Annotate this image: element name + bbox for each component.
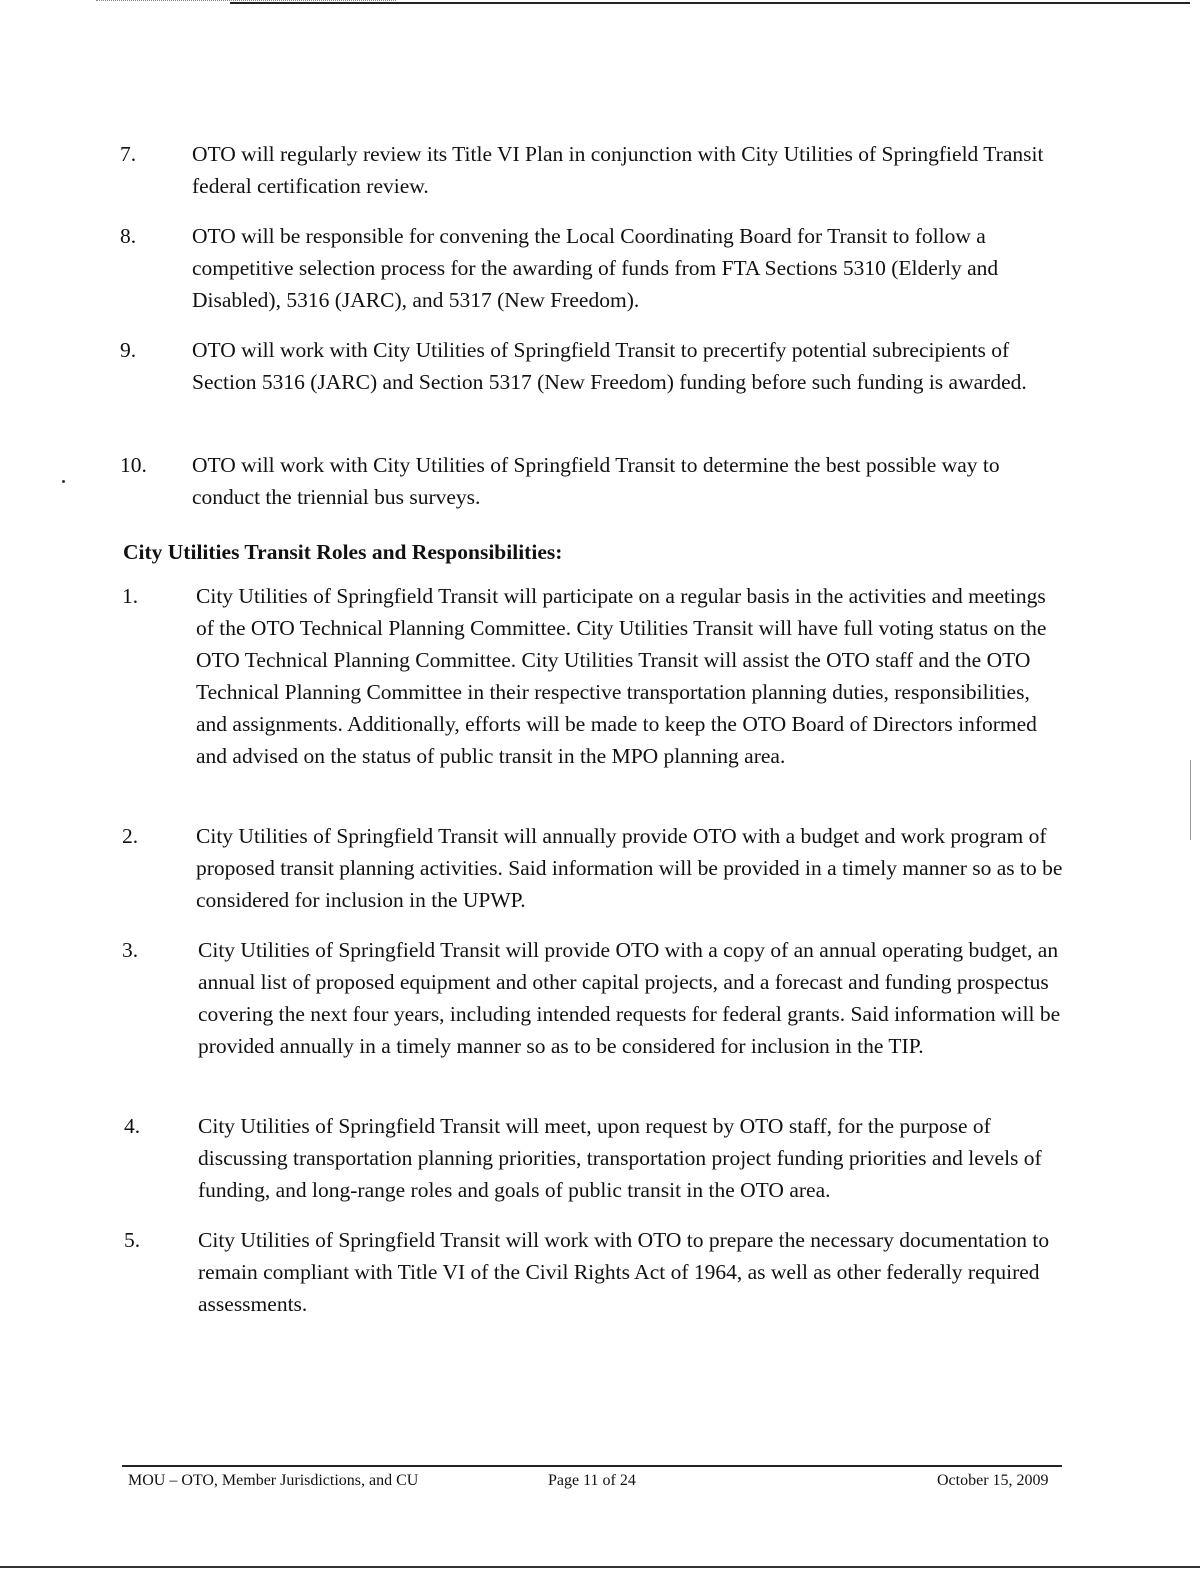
item-number: 3.: [122, 938, 139, 962]
item-text: City Utilities of Springfield Transit will meet, upon request by OTO staff, for the purpose of discussing transportation planning priorities, transportation project funding priorities and levels of funding, and long-range roles and goals of public transit in the OTO area.: [198, 1114, 1042, 1202]
item-text: City Utilities of Springfield Transit will annually provide OTO with a budget and work program of proposed transit planning activities. Said information will be provided in a timely manner so as to be considered for inclusion in the UPWP.: [196, 824, 1063, 912]
item-text: City Utilities of Springfield Transit will provide OTO with a copy of an annual operating budget, an annual list of proposed equipment and other capital projects, and a forecast and funding prospectus covering the next four years, including intended requests for federal grants. Said information will be provided annually in a timely manner so as to be considered for inclusion in the TIP.: [198, 938, 1061, 1058]
item-number: 2.: [122, 824, 139, 848]
item-text: OTO will work with City Utilities of Springfield Transit to precertify potential subrecipients of Section 5316 (JARC) and Section 5317 (New Freedom) funding before such funding is awarded.: [192, 338, 1027, 394]
footer-rule: [122, 1465, 1062, 1467]
item-text: City Utilities of Springfield Transit will work with OTO to prepare the necessary documentation to remain compliant with Title VI of the Civil Rights Act of 1964, as well as other federally required assessments.: [198, 1228, 1050, 1316]
item-number: 5.: [124, 1228, 141, 1252]
item-number: 1.: [122, 584, 139, 608]
item-number: 7.: [120, 142, 137, 166]
item-number: 4.: [124, 1114, 141, 1138]
item-number: 10.: [120, 453, 147, 477]
item-text: OTO will be responsible for convening the Local Coordinating Board for Transit to follow a competitive selection process for the awarding of funds from FTA Sections 5310 (Elderly and Disabled), 5316 (JARC), and 5317 (New Freedom).: [192, 224, 999, 312]
margin-scan-mark: [1190, 760, 1191, 840]
item-number: 9.: [120, 338, 137, 362]
section-heading: City Utilities Transit Roles and Responsibilities:: [123, 540, 563, 564]
footer-date: October 15, 2009: [937, 1472, 1049, 1489]
item-text: OTO will work with City Utilities of Springfield Transit to determine the best possible way to conduct the triennial bus surveys.: [192, 453, 1000, 509]
footer-document-title: MOU – OTO, Member Jurisdictions, and CU: [128, 1472, 419, 1489]
footer-page-number: Page 11 of 24: [548, 1472, 636, 1489]
scan-speck: [62, 480, 65, 483]
bottom-scan-line: [0, 1566, 1200, 1568]
top-scan-line: [230, 2, 1190, 4]
item-text: City Utilities of Springfield Transit will participate on a regular basis in the activities and meetings of the OTO Technical Planning Committee. City Utilities Transit will have full voting status on the OTO Technical Planning Committee. City Utilities Transit will assist the OTO staff and the OTO Technical Planning Committee in their respective transportation planning duties, responsibilities, and assignments. Additionally, efforts will be made to keep the OTO Board of Directors informed and advised on the status of public transit in the MPO planning area.: [196, 584, 1047, 768]
item-text: OTO will regularly review its Title VI Plan in conjunction with City Utilities of Springfield Transit federal certification review.: [192, 142, 1044, 198]
item-number: 8.: [120, 224, 137, 248]
